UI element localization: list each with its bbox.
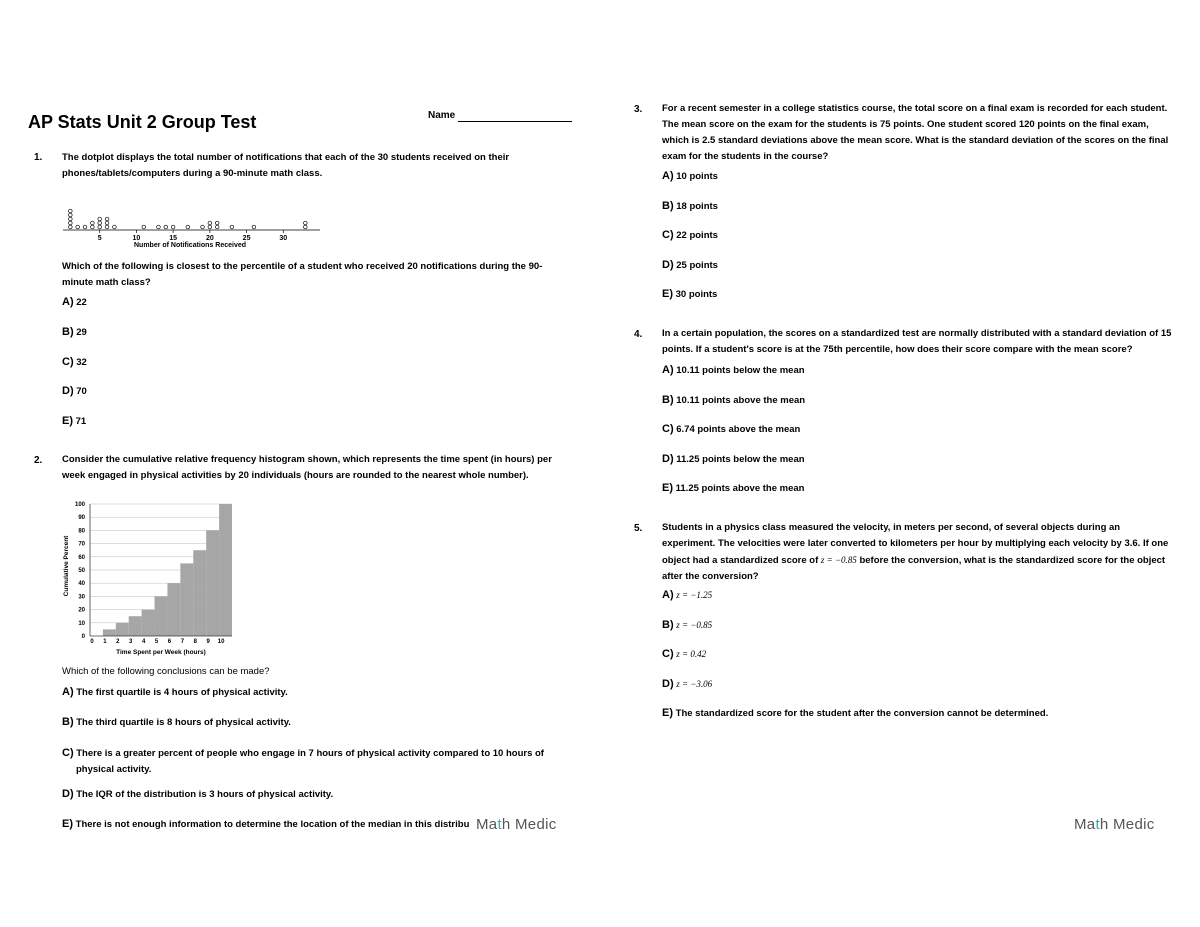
q2-option-c[interactable] [62,745,576,778]
option-text: 22 [76,297,87,308]
option-text: There is a greater percent of people who engage in 7 hours of physical activity compared to 10 hours of physical activity. [76,748,544,775]
q5-number: 5. [634,523,643,534]
option-letter: E) [62,415,73,427]
q1-option-a[interactable] [62,296,87,308]
q5-text: Students in a physics class measured the velocity, in meters per second, of several objects during an experiment. The velocities were later converted to kilometers per hour by multiplying each velocity by 3.6. If one object had a standardized score of z = −0.85 before the conversion, what is the standardized score for the object after the conversion? [662,522,1169,582]
option-letter: C) [662,648,674,660]
option-text: 70 [76,386,87,397]
q2-option-a[interactable] [62,686,288,698]
q3-option-c[interactable] [662,229,718,241]
dotplot-dot [69,217,73,221]
option-letter: D) [662,259,674,271]
dotplot-dot [98,221,102,225]
dotplot-dot [69,213,73,217]
option-text: z = −1.25 [676,590,713,600]
option-letter: B) [662,619,674,631]
histogram-ytick-label: 0 [81,634,85,640]
histogram-ytick-label: 10 [78,620,85,627]
q5-option-a[interactable] [662,589,712,601]
q4-option-b[interactable] [662,394,805,406]
q5-option-e[interactable] [662,707,1048,719]
dotplot-tick-label: 5 [97,235,102,242]
dotplot-tick-label: 30 [279,235,288,242]
histogram-chart [58,496,243,658]
histogram-xtick-label: 8 [193,639,197,645]
option-text: 11.25 points above the mean [675,483,805,494]
q4-option-c[interactable] [662,423,800,435]
option-text: 30 points [675,289,718,300]
option-text: 10 points [676,171,718,182]
histogram-ytick-label: 30 [78,594,85,601]
histogram-xtick-label: 10 [217,639,225,645]
option-letter: C) [662,229,674,241]
dotplot-dot [186,225,190,229]
histogram-ytick-label: 50 [78,568,85,574]
option-text: The third quartile is 8 hours of physical activity. [76,717,291,728]
option-text: The IQR of the distribution is 3 hours of physical activity. [76,789,334,800]
q1-question: Which of the following is closest to the percentile of a student who received 20 notifications during the 90-minute math class? [62,261,543,288]
option-letter: A) [62,686,74,698]
dotplot-dot [157,225,161,229]
q3-number: 3. [634,104,643,115]
histogram-ylabel: Cumulative Percent [63,535,70,597]
q1-option-c[interactable] [62,356,87,368]
option-letter: B) [62,716,74,728]
histogram-bar [219,504,232,636]
dotplot-dot [201,225,205,229]
q2-text: Consider the cumulative relative frequency histogram shown, which represents the time spent (in hours) per week engaged in physical activities by 20 individuals (hours are rounded to the nearest whole number). [62,454,552,481]
q4-option-e[interactable] [662,482,804,494]
q4-text: In a certain population, the scores on a standardized test are normally distributed with a standard deviation of 15 points. If a student's score is at the 75th percentile, how does their score compare with the mean score? [662,328,1172,355]
dotplot-dot [105,221,109,225]
option-text: 22 points [676,230,718,241]
histogram-ytick-label: 80 [78,528,85,535]
dotplot-dot [98,225,102,229]
q5-option-c[interactable] [662,648,706,660]
dotplot-dot [208,225,212,229]
option-text: There is not enough information to determine the location of the median in this distribu [75,819,470,830]
q2-option-b[interactable] [62,716,291,728]
option-letter: B) [662,394,674,406]
option-text: 25 points [676,260,718,271]
dotplot-tick-label: 15 [169,235,178,242]
q4-option-a[interactable] [662,364,805,376]
dotplot-xlabel: Number of Notifications Received [133,242,247,249]
dotplot-chart [58,204,338,250]
option-text: The standardized score for the student after the conversion cannot be determined. [675,708,1049,719]
option-letter: D) [662,678,674,690]
option-letter: B) [62,326,74,338]
q2-option-e[interactable] [62,818,469,830]
dotplot-dot [91,221,95,225]
option-text: 29 [76,327,87,338]
histogram-xtick-label: 7 [180,639,185,645]
histogram-bar [103,629,116,636]
option-letter: E) [62,818,73,830]
q1-option-e[interactable] [62,415,86,427]
dotplot-dot [105,217,109,221]
dotplot-dot [76,225,80,229]
option-letter: D) [662,453,674,465]
histogram-xtick-label: 3 [129,639,133,645]
option-letter: E) [662,482,673,494]
histogram-xtick-label: 2 [116,639,120,645]
q3-option-e[interactable] [662,288,717,300]
option-letter: B) [662,200,674,212]
option-letter: C) [662,423,674,435]
histogram-bar [155,596,168,636]
option-text: 10.11 points below the mean [676,365,805,376]
dotplot-dot [230,225,234,229]
option-text: 32 [76,357,87,368]
histogram-ytick-label: 60 [78,554,85,561]
dotplot-dot [304,225,308,229]
dotplot-dot [208,221,212,225]
option-text: z = −0.85 [676,620,713,630]
option-letter: A) [62,296,74,308]
q2-number: 2. [34,455,43,466]
q5-option-d[interactable] [662,678,712,690]
option-letter: C) [62,747,74,759]
histogram-bar [193,550,206,636]
option-letter: E) [662,288,673,300]
dotplot-tick-label: 25 [242,235,251,242]
dotplot-dot [304,221,308,225]
dotplot-dot [69,209,73,213]
q2-option-d[interactable] [62,788,333,800]
option-text: 11.25 points below the mean [676,454,805,465]
option-letter: D) [62,385,74,397]
option-text: z = 0.42 [676,649,707,659]
q5-option-b[interactable] [662,619,712,631]
q3-option-a[interactable] [662,170,718,182]
dotplot-dot [98,217,102,221]
dotplot-tick-label: 20 [205,235,214,242]
q1-option-b[interactable] [62,326,87,338]
brand-logo-left: Math Medic [476,816,557,833]
option-letter: C) [62,356,74,368]
option-letter: E) [662,707,673,719]
option-text: z = −3.06 [676,679,713,689]
option-text: 71 [75,416,87,427]
dotplot-dot [105,225,109,229]
dotplot-dot [252,225,256,229]
dotplot-dot [69,225,73,229]
q3-text: For a recent semester in a college statistics course, the total score on a final exam is recorded for each student. The mean score on the exam for the students is 75 points. One student scored 120 points on the final exam, which is 2.5 standard deviations above the mean score. What is the standard deviation of the scores on the final exam for the students in the course? [662,103,1169,162]
histogram-ytick-label: 70 [78,541,85,548]
histogram-xlabel: Time Spent per Week (hours) [116,649,206,656]
histogram-xtick-label: 6 [167,639,172,645]
q3-option-d[interactable] [662,259,718,271]
histogram-bar [180,563,193,636]
dotplot-dot [215,225,219,229]
option-text: 10.11 points above the mean [676,395,806,406]
name-label: Name [428,110,456,121]
histogram-bar [142,610,155,636]
option-letter: A) [662,170,674,182]
dotplot-tick-label: 10 [132,235,141,242]
histogram-bar [206,530,219,636]
name-field-line[interactable] [458,121,572,122]
option-text: The first quartile is 4 hours of physical activity. [76,687,288,698]
page-title: AP Stats Unit 2 Group Test [28,112,257,132]
option-text: 18 points [676,201,718,212]
histogram-bar [167,583,180,636]
histogram-ytick-label: 90 [78,515,85,522]
histogram-xtick-label: 4 [141,639,146,645]
dotplot-dot [164,225,168,229]
q1-number: 1. [34,152,43,163]
option-letter: D) [62,788,74,800]
q2-question: Which of the following conclusions can be made? [62,666,270,677]
histogram-bar [116,623,129,636]
dotplot-dot [142,225,146,229]
dotplot-dot [83,225,87,229]
option-letter: A) [662,589,674,601]
dotplot-dot [215,221,219,225]
histogram-xtick-label: 0 [90,639,94,645]
dotplot-dot [171,225,175,229]
histogram-ytick-label: 100 [74,502,85,508]
brand-logo-right: Math Medic [1074,816,1155,833]
q4-number: 4. [634,329,643,340]
q1-text: The dotplot displays the total number of notifications that each of the 30 students received on their phones/tablets/computers during a 90-minute math class. [62,152,510,179]
histogram-ytick-label: 40 [78,581,85,588]
histogram-xtick-label: 9 [206,639,210,645]
dotplot-dot [69,221,73,225]
q3-option-b[interactable] [662,200,718,212]
q1-option-d[interactable] [62,385,87,397]
histogram-ytick-label: 20 [78,607,85,614]
q4-option-d[interactable] [662,453,805,465]
histogram-bar [129,616,142,636]
option-letter: A) [662,364,674,376]
histogram-xtick-label: 1 [103,639,107,645]
dotplot-dot [113,225,117,229]
option-text: 6.74 points above the mean [676,424,801,435]
histogram-xtick-label: 5 [154,639,159,645]
dotplot-dot [91,225,95,229]
